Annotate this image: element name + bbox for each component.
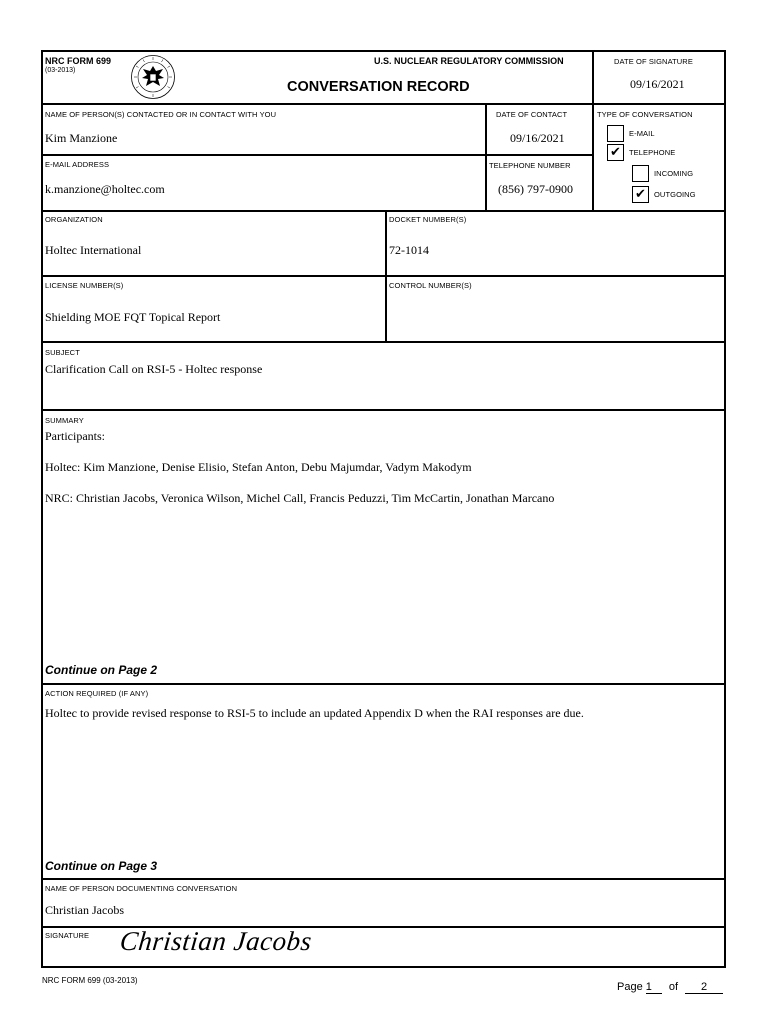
signature-label: SIGNATURE — [45, 931, 90, 940]
page-current: 1 — [646, 981, 662, 994]
summary-label: SUMMARY — [45, 416, 84, 425]
divider — [41, 683, 726, 685]
summary-continue: Continue on Page 2 — [45, 663, 158, 677]
telephone-number-label: TELEPHONE NUMBER — [489, 161, 571, 170]
divider — [41, 103, 726, 105]
form-number: NRC FORM 699 — [45, 56, 112, 66]
page-of: of — [668, 981, 679, 993]
divider — [592, 50, 594, 210]
divider — [385, 210, 387, 341]
docket-number-label: DOCKET NUMBER(S) — [389, 215, 467, 224]
control-number-label: CONTROL NUMBER(S) — [389, 281, 472, 290]
form-title: CONVERSATION RECORD — [287, 79, 470, 95]
date-of-contact-label: DATE OF CONTACT — [496, 110, 568, 119]
summary-holtec-line: Holtec: Kim Manzione, Denise Elisio, Stefan Anton, Debu Majumdar, Vadym Makodym — [45, 460, 472, 474]
date-of-signature-label: DATE OF SIGNATURE — [614, 57, 693, 66]
documenter-label: NAME OF PERSON DOCUMENTING CONVERSATION — [45, 884, 238, 893]
subject-label: SUBJECT — [45, 348, 80, 357]
email-value: k.manzione@holtec.com — [45, 182, 165, 196]
summary-nrc-line: NRC: Christian Jacobs, Veronica Wilson, Michel Call, Francis Peduzzi, Tim McCartin, Jonathan Marcano — [45, 491, 555, 505]
action-required-value: Holtec to provide revised response to RSI-5 to include an updated Appendix D when the RAI responses are due. — [45, 706, 584, 720]
documenter-value: Christian Jacobs — [45, 903, 124, 917]
telephone-checkbox[interactable]: ✔ — [607, 144, 624, 161]
page-prefix: Page — [617, 981, 643, 993]
divider — [41, 275, 726, 277]
action-continue: Continue on Page 3 — [45, 859, 158, 873]
nrc-seal-icon — [130, 54, 176, 100]
incoming-label: INCOMING — [654, 169, 694, 178]
contact-name-value: Kim Manzione — [45, 131, 118, 145]
page-indicator — [617, 981, 723, 994]
divider — [41, 409, 726, 411]
divider — [41, 878, 726, 880]
date-of-contact-value: 09/16/2021 — [510, 131, 565, 145]
date-of-signature-value: 09/16/2021 — [630, 77, 685, 91]
summary-participants: Participants: — [45, 429, 105, 443]
license-number-value: Shielding MOE FQT Topical Report — [45, 310, 221, 324]
license-number-label: LICENSE NUMBER(S) — [45, 281, 124, 290]
telephone-number-value: (856) 797-0900 — [498, 182, 573, 196]
form-date: (03-2013) — [45, 67, 76, 74]
outgoing-label: OUTGOING — [654, 190, 696, 199]
handwritten-signature: Christian Jacobs — [118, 926, 314, 956]
conversation-type-label: TYPE OF CONVERSATION — [597, 110, 693, 119]
footer-form-id: NRC FORM 699 (03-2013) — [42, 976, 138, 985]
docket-number-value: 72-1014 — [389, 243, 429, 257]
contact-name-label: NAME OF PERSON(S) CONTACTED OR IN CONTACT WITH YOU — [45, 110, 277, 119]
divider — [485, 103, 487, 210]
email-checkbox[interactable] — [607, 125, 624, 142]
subject-value: Clarification Call on RSI-5 - Holtec response — [45, 362, 263, 376]
page-total: 2 — [685, 981, 723, 994]
telephone-type-label: TELEPHONE — [629, 148, 676, 157]
divider — [41, 154, 593, 156]
email-type-label: E-MAIL — [629, 129, 655, 138]
incoming-checkbox[interactable] — [632, 165, 649, 182]
action-required-label: ACTION REQUIRED (IF ANY) — [45, 689, 149, 698]
divider — [41, 341, 726, 343]
organization-value: Holtec International — [45, 243, 142, 257]
agency-name: U.S. NUCLEAR REGULATORY COMMISSION — [374, 56, 564, 66]
outgoing-checkbox[interactable]: ✔ — [632, 186, 649, 203]
divider — [41, 210, 726, 212]
organization-label: ORGANIZATION — [45, 215, 103, 224]
email-label: E-MAIL ADDRESS — [45, 160, 110, 169]
